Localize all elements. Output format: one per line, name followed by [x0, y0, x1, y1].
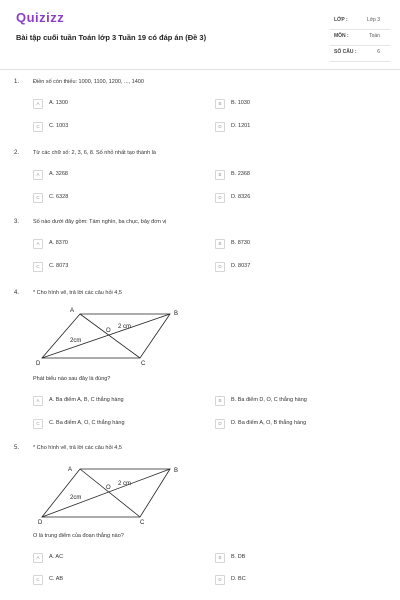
- question-number: 3.: [14, 219, 20, 225]
- option-text: B. Ba điểm D, O, C thẳng hàng: [231, 397, 307, 403]
- option-text: C. Ba điểm A, O, C thẳng hàng: [49, 420, 125, 426]
- option-letter: B: [215, 99, 225, 109]
- option-text: A. AC: [49, 554, 64, 560]
- question-number: 4.: [14, 290, 20, 296]
- question-text: * Cho hình vẽ, trả lời các câu hỏi 4,5: [33, 290, 122, 296]
- option-text: D. Ba điểm A, O, B thẳng hàng: [231, 420, 307, 426]
- option-letter: D: [215, 122, 225, 132]
- option-text: B. 2368: [231, 171, 250, 177]
- option-letter: B: [215, 170, 225, 180]
- question-subtext: O là trung điểm của đoạn thẳng nào?: [33, 533, 124, 539]
- option-text: A. 1300: [49, 100, 68, 106]
- vertex-label-d: D: [38, 520, 43, 525]
- page-header: [0, 0, 400, 68]
- length-label-od: 2cm: [70, 338, 82, 344]
- option-text: C. 6328: [49, 194, 69, 200]
- option-text: D. BC: [231, 576, 246, 582]
- length-label-od: 2cm: [70, 495, 82, 501]
- question-text: Từ các chữ số: 2, 3, 6, 8. Số nhỏ nhất tạo thành là: [33, 150, 156, 156]
- vertex-label-d: D: [36, 361, 41, 366]
- meta-row-question-count: [330, 46, 390, 62]
- vertex-label-b: B: [174, 468, 179, 474]
- question-number: 1.: [14, 79, 20, 85]
- option-text: D. 8037: [231, 263, 251, 269]
- question-text: * Cho hình vẽ, trả lời các câu hỏi 4,5: [33, 445, 122, 451]
- option-text: B. 1030: [231, 100, 250, 106]
- question-subtext: Phát biểu nào sau đây là đúng?: [33, 376, 111, 382]
- question-number: 5.: [14, 445, 20, 451]
- header-divider: [0, 69, 400, 70]
- length-label-ob: 2 cm: [118, 324, 132, 330]
- option-letter: A: [33, 99, 43, 109]
- question-number: 2.: [14, 150, 20, 156]
- meta-row-subject: [330, 30, 390, 46]
- question-text: Số nào dưới đây gồm: Tám nghìn, ba chục, bảy đơn vị: [33, 219, 167, 225]
- option-text: A. 3268: [49, 171, 68, 177]
- worksheet-meta: [330, 14, 390, 62]
- option-letter: A: [33, 553, 43, 563]
- option-text: A. Ba điểm A, B, C thẳng hàng: [49, 397, 124, 403]
- length-label-ob: 2 cm: [118, 481, 132, 487]
- option-letter: A: [33, 170, 43, 180]
- option-letter: B: [215, 396, 225, 406]
- option-letter: B: [215, 239, 225, 249]
- option-text: D. 8326: [231, 194, 251, 200]
- option-letter: C: [33, 575, 43, 585]
- meta-value: Lớp 3: [366, 17, 380, 23]
- option-letter: D: [215, 575, 225, 585]
- option-letter: C: [33, 193, 43, 203]
- vertex-label-a: A: [70, 308, 75, 314]
- option-letter: D: [215, 193, 225, 203]
- option-text: B. 8730: [231, 240, 250, 246]
- meta-label: MÔN :: [334, 33, 349, 39]
- option-text: A. 8370: [49, 240, 68, 246]
- center-label-o: O: [106, 485, 111, 491]
- meta-value: 6: [377, 49, 380, 55]
- option-letter: C: [33, 419, 43, 429]
- option-text: C. 1003: [49, 123, 69, 129]
- option-letter: C: [33, 262, 43, 272]
- option-letter: D: [215, 419, 225, 429]
- option-letter: D: [215, 262, 225, 272]
- meta-row-class: [330, 14, 390, 30]
- question-text: Điền số còn thiếu: 1000, 1100, 1200, ..., 1400: [33, 79, 144, 85]
- option-letter: A: [33, 396, 43, 406]
- vertex-label-b: B: [174, 311, 179, 317]
- vertex-label-c: C: [141, 361, 146, 366]
- option-text: D. 1201: [231, 123, 251, 129]
- option-text: C. 8073: [49, 263, 69, 269]
- vertex-label-a: A: [68, 467, 73, 473]
- meta-label: SỐ CÂU :: [334, 49, 357, 55]
- parallelogram-figure: [30, 304, 190, 366]
- option-text: C. AB: [49, 576, 64, 582]
- center-label-o: O: [106, 328, 111, 334]
- meta-label: LỚP :: [334, 17, 348, 23]
- option-letter: C: [33, 122, 43, 132]
- diagonal-ac: [80, 469, 140, 517]
- option-letter: B: [215, 553, 225, 563]
- worksheet-title: Bài tập cuối tuần Toán lớp 3 Tuần 19 có đáp án (Đề 3): [16, 33, 207, 42]
- diagonal-ac: [80, 314, 140, 358]
- meta-value: Toán: [369, 33, 380, 39]
- option-text: B. DB: [231, 554, 246, 560]
- parallelogram-figure: [30, 459, 190, 525]
- quizizz-logo: Quizizz: [16, 10, 65, 25]
- vertex-label-c: C: [140, 520, 145, 525]
- option-letter: A: [33, 239, 43, 249]
